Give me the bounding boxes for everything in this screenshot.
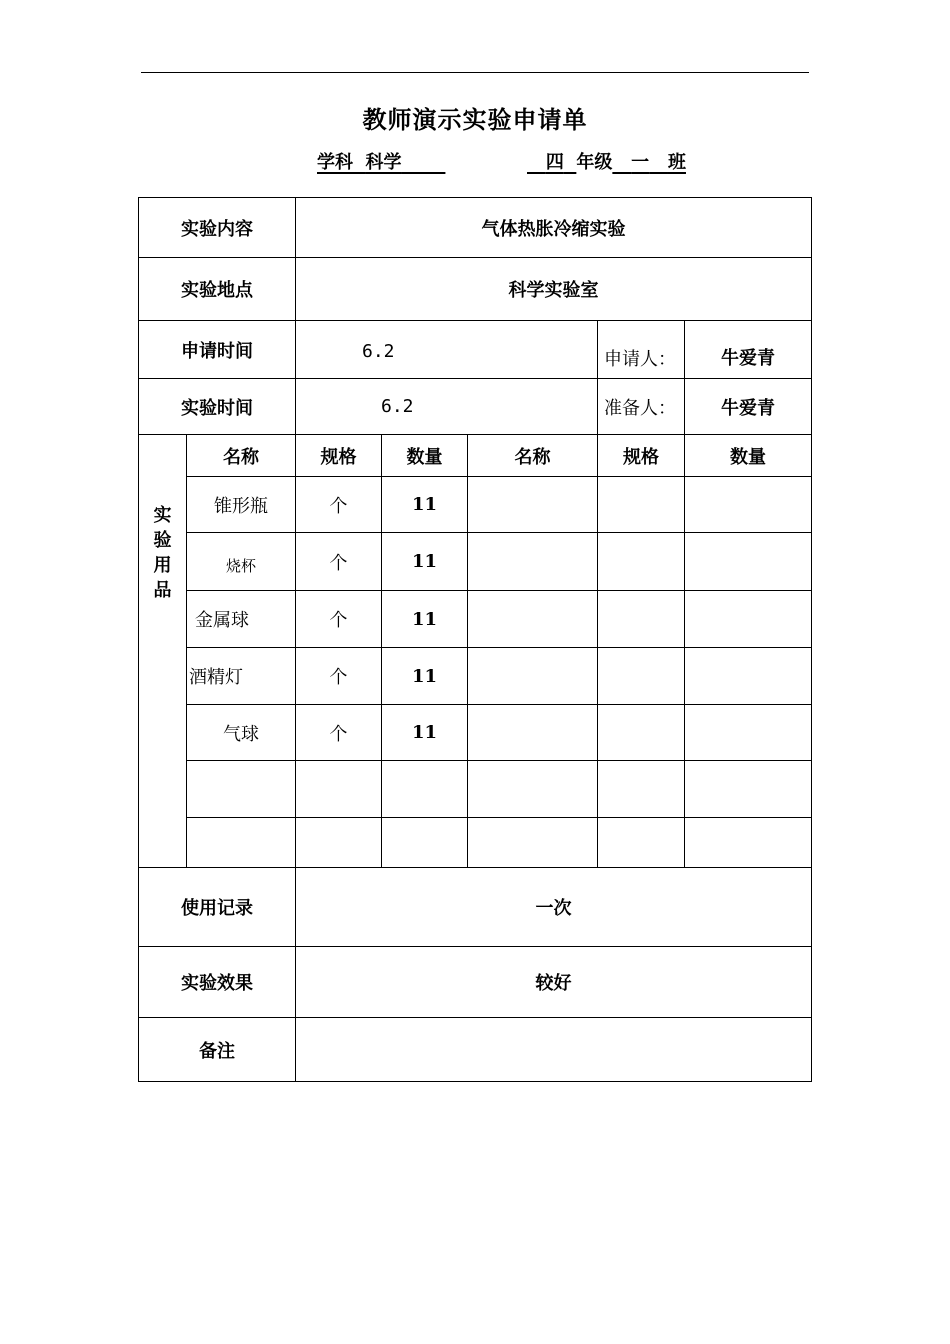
empty-cell (468, 533, 598, 591)
empty-cell (468, 761, 598, 818)
item-qty: 11 (382, 477, 468, 533)
exp-time-row (139, 379, 812, 435)
empty-cell (685, 648, 812, 705)
empty-cell (685, 705, 812, 761)
supplies-label-char: 品 (153, 580, 172, 601)
exp-time-value: 6.2 (296, 379, 598, 435)
empty-cell (685, 477, 812, 533)
applicant-label: 申请人： (598, 321, 685, 379)
empty-cell (598, 705, 685, 761)
class-value: 一 (631, 152, 650, 173)
exp-time-label: 实验时间 (139, 379, 296, 435)
table-row (139, 648, 812, 705)
supplies-label-char: 实 (153, 505, 172, 526)
content-label: 实验内容 (139, 198, 296, 258)
remark-label: 备注 (139, 1018, 296, 1082)
empty-cell (468, 648, 598, 705)
header-spec-2: 规格 (598, 435, 685, 477)
empty-cell (598, 818, 685, 868)
effect-label: 实验效果 (139, 947, 296, 1018)
empty-cell (296, 818, 382, 868)
grade-label: 年级 (576, 152, 613, 173)
empty-cell (468, 591, 598, 648)
empty-cell (685, 533, 812, 591)
apply-time-label: 申请时间 (139, 321, 296, 379)
item-name: 锥形瓶 (187, 477, 296, 533)
item-qty: 11 (382, 648, 468, 705)
empty-cell (685, 761, 812, 818)
table-row (139, 818, 812, 868)
supplies-section-label (139, 435, 187, 868)
content-value: 气体热胀冷缩实验 (296, 198, 812, 258)
page-title: 教师演示实验申请单 (362, 106, 588, 134)
item-name: 气球 (187, 705, 296, 761)
item-name: 烧杯 (187, 533, 296, 591)
usage-row (139, 868, 812, 947)
effect-row (139, 947, 812, 1018)
empty-cell (382, 818, 468, 868)
usage-label: 使用记录 (139, 868, 296, 947)
empty-cell (468, 705, 598, 761)
subject-label: 学科 (317, 152, 353, 173)
item-spec: 个 (296, 591, 382, 648)
empty-cell (382, 761, 468, 818)
empty-cell (468, 818, 598, 868)
supplies-label-char: 用 (153, 555, 172, 576)
table-row (139, 705, 812, 761)
empty-cell (598, 761, 685, 818)
content-row (139, 198, 812, 258)
header-spec: 规格 (296, 435, 382, 477)
item-spec: 个 (296, 477, 382, 533)
application-form-table (138, 197, 812, 1082)
item-qty: 11 (382, 533, 468, 591)
empty-cell (598, 648, 685, 705)
item-name: 金属球 (187, 591, 296, 648)
preparer-value: 牛爱青 (685, 379, 812, 435)
empty-cell (468, 477, 598, 533)
table-row (139, 477, 812, 533)
supplies-label-char: 验 (153, 530, 172, 551)
effect-value: 较好 (296, 947, 812, 1018)
grade-value: 四 (545, 152, 564, 173)
item-name: 酒精灯 (187, 648, 296, 705)
header-qty-2: 数量 (685, 435, 812, 477)
item-spec: 个 (296, 648, 382, 705)
remark-value (296, 1018, 812, 1082)
item-spec: 个 (296, 705, 382, 761)
empty-cell (598, 533, 685, 591)
supplies-header-row (139, 435, 812, 477)
location-label: 实验地点 (139, 258, 296, 321)
header-rule (141, 72, 809, 73)
empty-cell (296, 761, 382, 818)
apply-time-row (139, 321, 812, 379)
item-spec: 个 (296, 533, 382, 591)
subject-field (317, 148, 445, 174)
empty-cell (598, 591, 685, 648)
table-row (139, 591, 812, 648)
remark-row (139, 1018, 812, 1082)
empty-cell (685, 591, 812, 648)
empty-cell (685, 818, 812, 868)
usage-value: 一次 (296, 868, 812, 947)
apply-time-value: 6.2 (296, 321, 598, 379)
empty-cell (187, 818, 296, 868)
class-label: 班 (667, 152, 686, 173)
location-row (139, 258, 812, 321)
empty-cell (187, 761, 296, 818)
header-name: 名称 (187, 435, 296, 477)
preparer-label: 准备人： (598, 379, 685, 435)
applicant-value: 牛爱青 (685, 321, 812, 379)
location-value: 科学实验室 (296, 258, 812, 321)
header-qty: 数量 (382, 435, 468, 477)
table-row (139, 533, 812, 591)
item-qty: 11 (382, 705, 468, 761)
empty-cell (598, 477, 685, 533)
table-row (139, 761, 812, 818)
grade-class-field (527, 148, 686, 174)
item-qty: 11 (382, 591, 468, 648)
header-name-2: 名称 (468, 435, 598, 477)
subject-value: 科学 (365, 152, 402, 173)
